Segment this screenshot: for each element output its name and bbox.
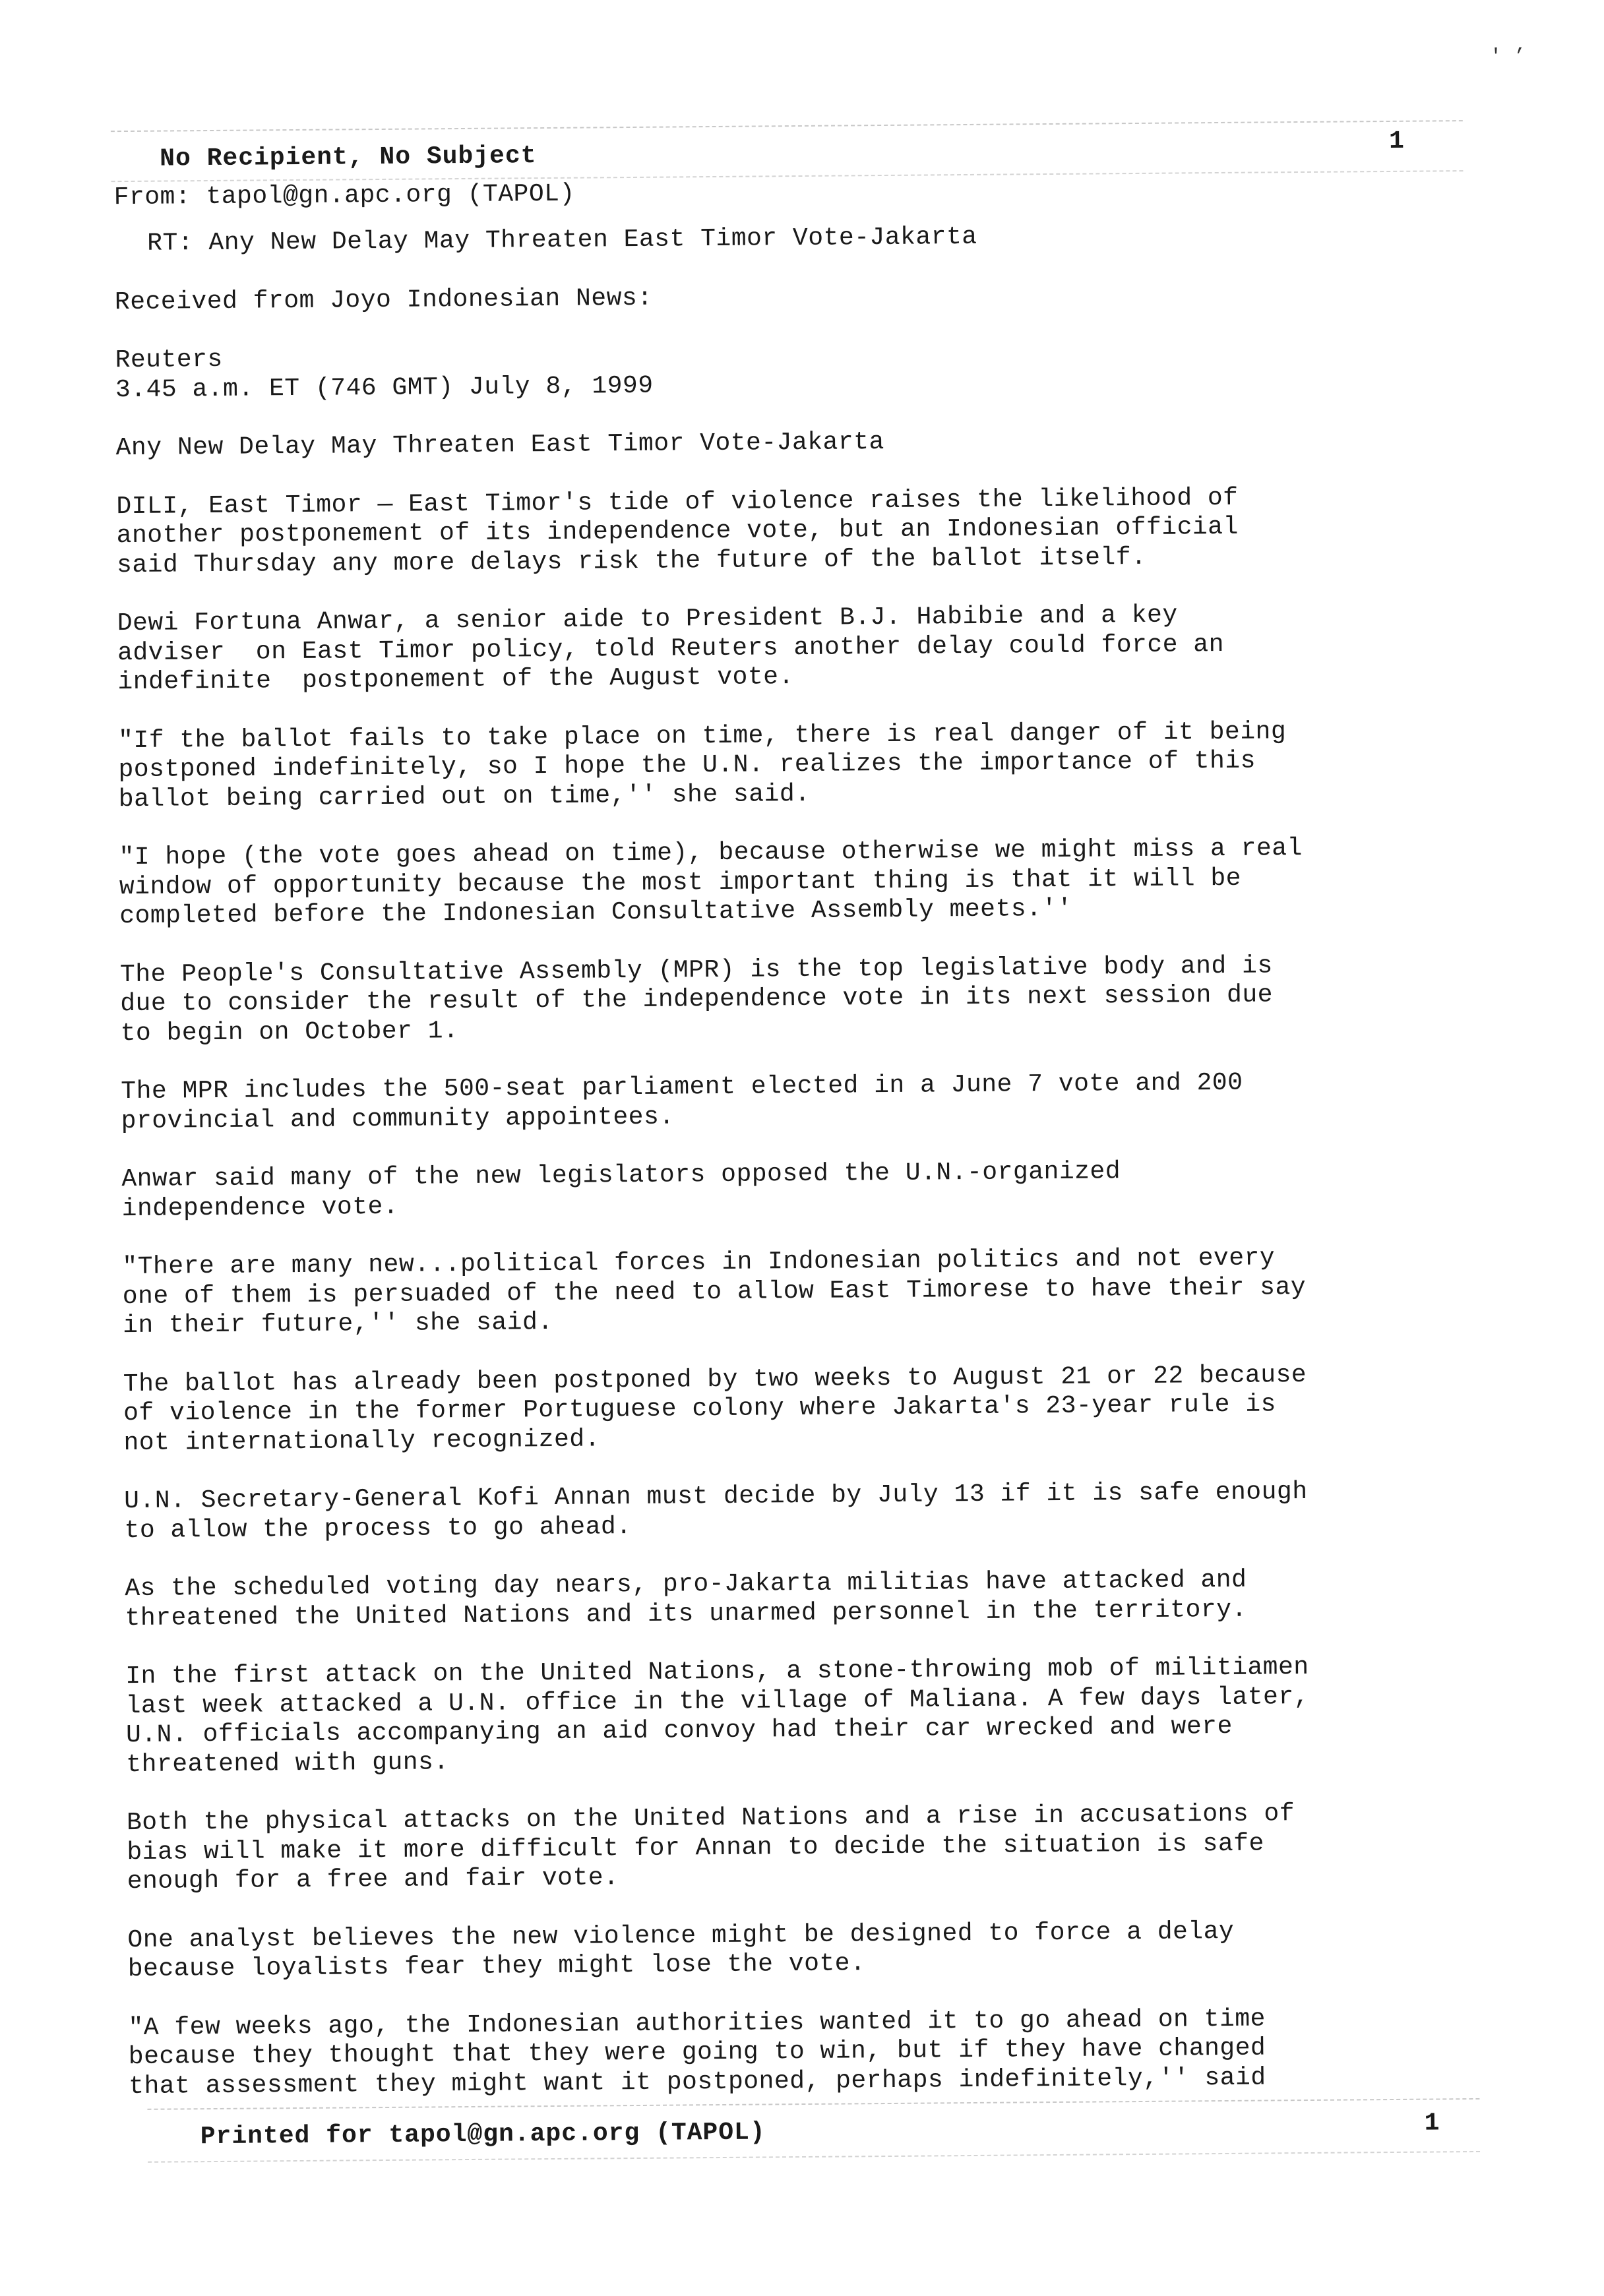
dateline: 3.45 a.m. ET (746 GMT) July 8, 1999 bbox=[115, 371, 654, 404]
paragraph: The MPR includes the 500-seat parliament elected in a June 7 vote and 200 provincial and community appointees. bbox=[121, 1068, 1243, 1135]
paragraph: U.N. Secretary-General Kofi Annan must decide by July 13 if it is safe enough to allow the process to go ahead. bbox=[124, 1477, 1308, 1545]
header-rule-bottom bbox=[111, 170, 1463, 182]
paragraph: One analyst believes the new violence might be designed to force a delay because loyalists fear they might lose the vote. bbox=[127, 1917, 1235, 1984]
paragraph: "I hope (the vote goes ahead on time), because otherwise we might miss a real window of opportunity because the most important thing is that it will be completed before the Indonesian Consultative Assembly meets.'' bbox=[119, 834, 1303, 931]
paragraph: The ballot has already been postponed by two weeks to August 21 or 22 because of violence in the former Portuguese colony where Jakarta's 23-year rule is not internationally recognized. bbox=[123, 1360, 1307, 1457]
paragraph: "If the ballot fails to take place on time, there is real danger of it being postponed indefinitely, so I hope the U.N. realizes the importance of this ballot being carried out on time,'' she said. bbox=[117, 717, 1287, 814]
footer-page-number: 1 bbox=[1424, 2109, 1440, 2138]
header-title: No Recipient, No Subject bbox=[160, 142, 537, 173]
footer-printed-for: Printed for tapol@gn.apc.org (TAPOL) bbox=[200, 2118, 766, 2152]
source-line: Reuters bbox=[115, 345, 223, 375]
header-page-number: 1 bbox=[1388, 127, 1405, 156]
paragraph: As the scheduled voting day nears, pro-Jakarta militias have attacked and threatened the United Nations and its unarmed personnel in the territory. bbox=[125, 1565, 1247, 1633]
header-rule-top bbox=[111, 120, 1463, 132]
paragraph: "There are many new...political forces in Indonesian politics and not every one of them is persuaded of the need to allow East Timorese to have their say in their future,'' she said. bbox=[122, 1244, 1307, 1341]
corner-mark: ' ’ bbox=[1489, 45, 1526, 69]
headline: Any New Delay May Threaten East Timor Vote-Jakarta bbox=[115, 427, 884, 463]
paragraph: Both the physical attacks on the United Nations and a rise in accusations of bias will make it more difficult for Annan to decide the situation is safe enough for a free and fair vote. bbox=[126, 1799, 1295, 1896]
rt-line: RT: Any New Delay May Threaten East Timor Vote-Jakarta bbox=[147, 222, 977, 258]
footer-rule-bottom bbox=[148, 2151, 1480, 2163]
paragraph: Anwar said many of the new legislators opposed the U.N.-organized independence vote. bbox=[121, 1157, 1121, 1223]
paragraph: In the first attack on the United Nations, a stone-throwing mob of militiamen last week attacked a U.N. office in the village of Maliana. A few days later, U.N. officials accompanying an aid convoy had their car wrecked and were threatened with guns. bbox=[125, 1652, 1310, 1779]
message-body bbox=[114, 219, 1448, 2130]
received-line: Received from Joyo Indonesian News: bbox=[114, 284, 653, 317]
from-line: From: tapol@gn.apc.org (TAPOL) bbox=[113, 179, 575, 212]
paragraph: The People's Consultative Assembly (MPR) is the top legislative body and is due to consider the result of the independence vote in its next session due to begin on October 1. bbox=[119, 951, 1274, 1048]
paragraph: DILI, East Timor — East Timor's tide of violence raises the likelihood of another postponement of its independence vote, but an Indonesian official said Thursday any more delays risk the future of the ballot itself. bbox=[116, 483, 1239, 580]
paragraph: "A few weeks ago, the Indonesian authorities wanted it to go ahead on time because they thought that they were going to win, but if they have changed that assessment they might want it postponed, perhaps indefinitely,'' said bbox=[128, 2005, 1266, 2101]
paragraph: Dewi Fortuna Anwar, a senior aide to President B.J. Habibie and a key adviser on East Timor policy, told Reuters another delay could force an indefinite postponement of the August vote. bbox=[117, 601, 1225, 697]
